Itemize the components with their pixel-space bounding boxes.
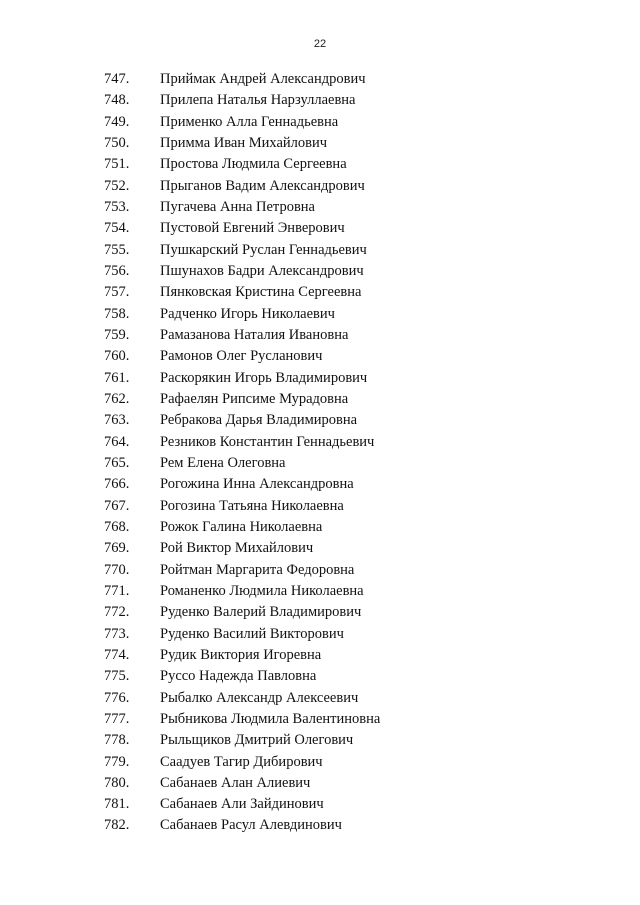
list-item (0, 581, 640, 602)
entry-name: Рафаелян Рипсиме Мурадовна (160, 390, 349, 407)
entry-number: 775. (104, 668, 130, 685)
entry-number: 780. (104, 774, 130, 791)
list-item (0, 304, 640, 325)
list-item (0, 261, 640, 282)
list-item (0, 773, 640, 794)
page-number: 22 (313, 38, 327, 50)
entry-name: Пушкарский Руслан Геннадьевич (160, 241, 367, 258)
list-item (0, 389, 640, 410)
list-item (0, 560, 640, 581)
entry-name: Саадуев Тагир Дибирович (160, 753, 323, 770)
entry-number: 760. (104, 348, 130, 365)
entry-number: 770. (104, 561, 130, 578)
entry-number: 761. (104, 369, 130, 386)
list-item (0, 112, 640, 133)
entry-number: 767. (104, 497, 130, 514)
entry-number: 751. (104, 156, 130, 173)
list-item (0, 410, 640, 431)
list-item (0, 218, 640, 239)
entry-number: 765. (104, 454, 130, 471)
entry-name: Руссо Надежда Павловна (160, 668, 317, 685)
entry-name: Романенко Людмила Николаевна (160, 582, 364, 599)
entry-name: Примма Иван Михайлович (160, 134, 328, 151)
list-item (0, 538, 640, 559)
entry-name: Простова Людмила Сергеевна (160, 156, 347, 173)
entry-number: 759. (104, 326, 130, 343)
list-item (0, 176, 640, 197)
entry-number: 779. (104, 753, 130, 770)
list-item (0, 282, 640, 303)
list-item (0, 432, 640, 453)
entry-name: Сабанаев Алан Алиевич (160, 774, 311, 791)
entry-number: 776. (104, 689, 130, 706)
list-item (0, 624, 640, 645)
list-item (0, 474, 640, 495)
entry-number: 778. (104, 732, 130, 749)
entry-name: Ребракова Дарья Владимировна (160, 412, 358, 429)
entry-name: Прыганов Вадим Александрович (160, 177, 365, 194)
entry-number: 769. (104, 540, 130, 557)
entry-name: Руденко Валерий Владимирович (160, 604, 362, 621)
entry-name: Рогожина Инна Александровна (160, 476, 354, 493)
entry-number: 752. (104, 177, 130, 194)
entry-number: 762. (104, 390, 130, 407)
entry-number: 750. (104, 134, 130, 151)
entry-number: 768. (104, 518, 130, 535)
list-item (0, 517, 640, 538)
entry-name: Рудик Виктория Игоревна (160, 646, 322, 663)
list-item (0, 69, 640, 90)
list-item (0, 645, 640, 666)
list-item (0, 154, 640, 175)
list-item (0, 325, 640, 346)
entry-number: 763. (104, 412, 130, 429)
entry-name: Рой Виктор Михайлович (160, 540, 314, 557)
list-item (0, 133, 640, 154)
list-item (0, 794, 640, 815)
entry-number: 749. (104, 113, 130, 130)
entry-name: Раскорякин Игорь Владимирович (160, 369, 368, 386)
entry-name: Радченко Игорь Николаевич (160, 305, 335, 322)
entry-number: 772. (104, 604, 130, 621)
list-item (0, 815, 640, 836)
entry-name: Руденко Василий Викторович (160, 625, 344, 642)
list-item (0, 688, 640, 709)
list-item (0, 368, 640, 389)
entry-name: Резников Константин Геннадьевич (160, 433, 375, 450)
entry-number: 757. (104, 284, 130, 301)
entry-name: Рыльщиков Дмитрий Олегович (160, 732, 354, 749)
entry-name: Пугачева Анна Петровна (160, 198, 315, 215)
entry-name: Сабанаев Али Зайдинович (160, 796, 324, 813)
entry-number: 773. (104, 625, 130, 642)
list-item (0, 240, 640, 261)
entry-name: Рогозина Татьяна Николаевна (160, 497, 344, 514)
entry-number: 764. (104, 433, 130, 450)
entry-name: Пшунахов Бадри Александрович (160, 262, 364, 279)
entry-number: 777. (104, 710, 130, 727)
list-item (0, 197, 640, 218)
entry-number: 756. (104, 262, 130, 279)
entry-name: Приймак Андрей Александрович (160, 71, 366, 87)
entry-number: 747. (104, 71, 130, 87)
name-list (0, 69, 640, 837)
entry-number: 755. (104, 241, 130, 258)
entry-number: 774. (104, 646, 130, 663)
entry-name: Сабанаев Расул Алевдинович (160, 817, 342, 834)
list-item (0, 453, 640, 474)
entry-name: Прилепа Наталья Нарзуллаевна (160, 92, 356, 109)
entry-name: Рожок Галина Николаевна (160, 518, 323, 535)
entry-number: 753. (104, 198, 130, 215)
list-item (0, 666, 640, 687)
entry-number: 758. (104, 305, 130, 322)
entry-number: 754. (104, 220, 130, 237)
entry-name: Рем Елена Олеговна (160, 454, 286, 471)
entry-name: Рамазанова Наталия Ивановна (160, 326, 349, 343)
list-item (0, 709, 640, 730)
entry-name: Ройтман Маргарита Федоровна (160, 561, 355, 578)
list-item (0, 496, 640, 517)
entry-number: 782. (104, 817, 130, 834)
entry-name: Рамонов Олег Русланович (160, 348, 323, 365)
entry-number: 748. (104, 92, 130, 109)
entry-name: Применко Алла Геннадьевна (160, 113, 339, 130)
entry-name: Рыбалко Александр Алексеевич (160, 689, 359, 706)
entry-number: 771. (104, 582, 130, 599)
list-item (0, 730, 640, 751)
list-item (0, 602, 640, 623)
list-item (0, 90, 640, 111)
list-item (0, 752, 640, 773)
entry-name: Пустовой Евгений Энверович (160, 220, 345, 237)
entry-number: 766. (104, 476, 130, 493)
entry-name: Рыбникова Людмила Валентиновна (160, 710, 381, 727)
list-item (0, 346, 640, 367)
entry-name: Пянковская Кристина Сергеевна (160, 284, 362, 301)
entry-number: 781. (104, 796, 130, 813)
